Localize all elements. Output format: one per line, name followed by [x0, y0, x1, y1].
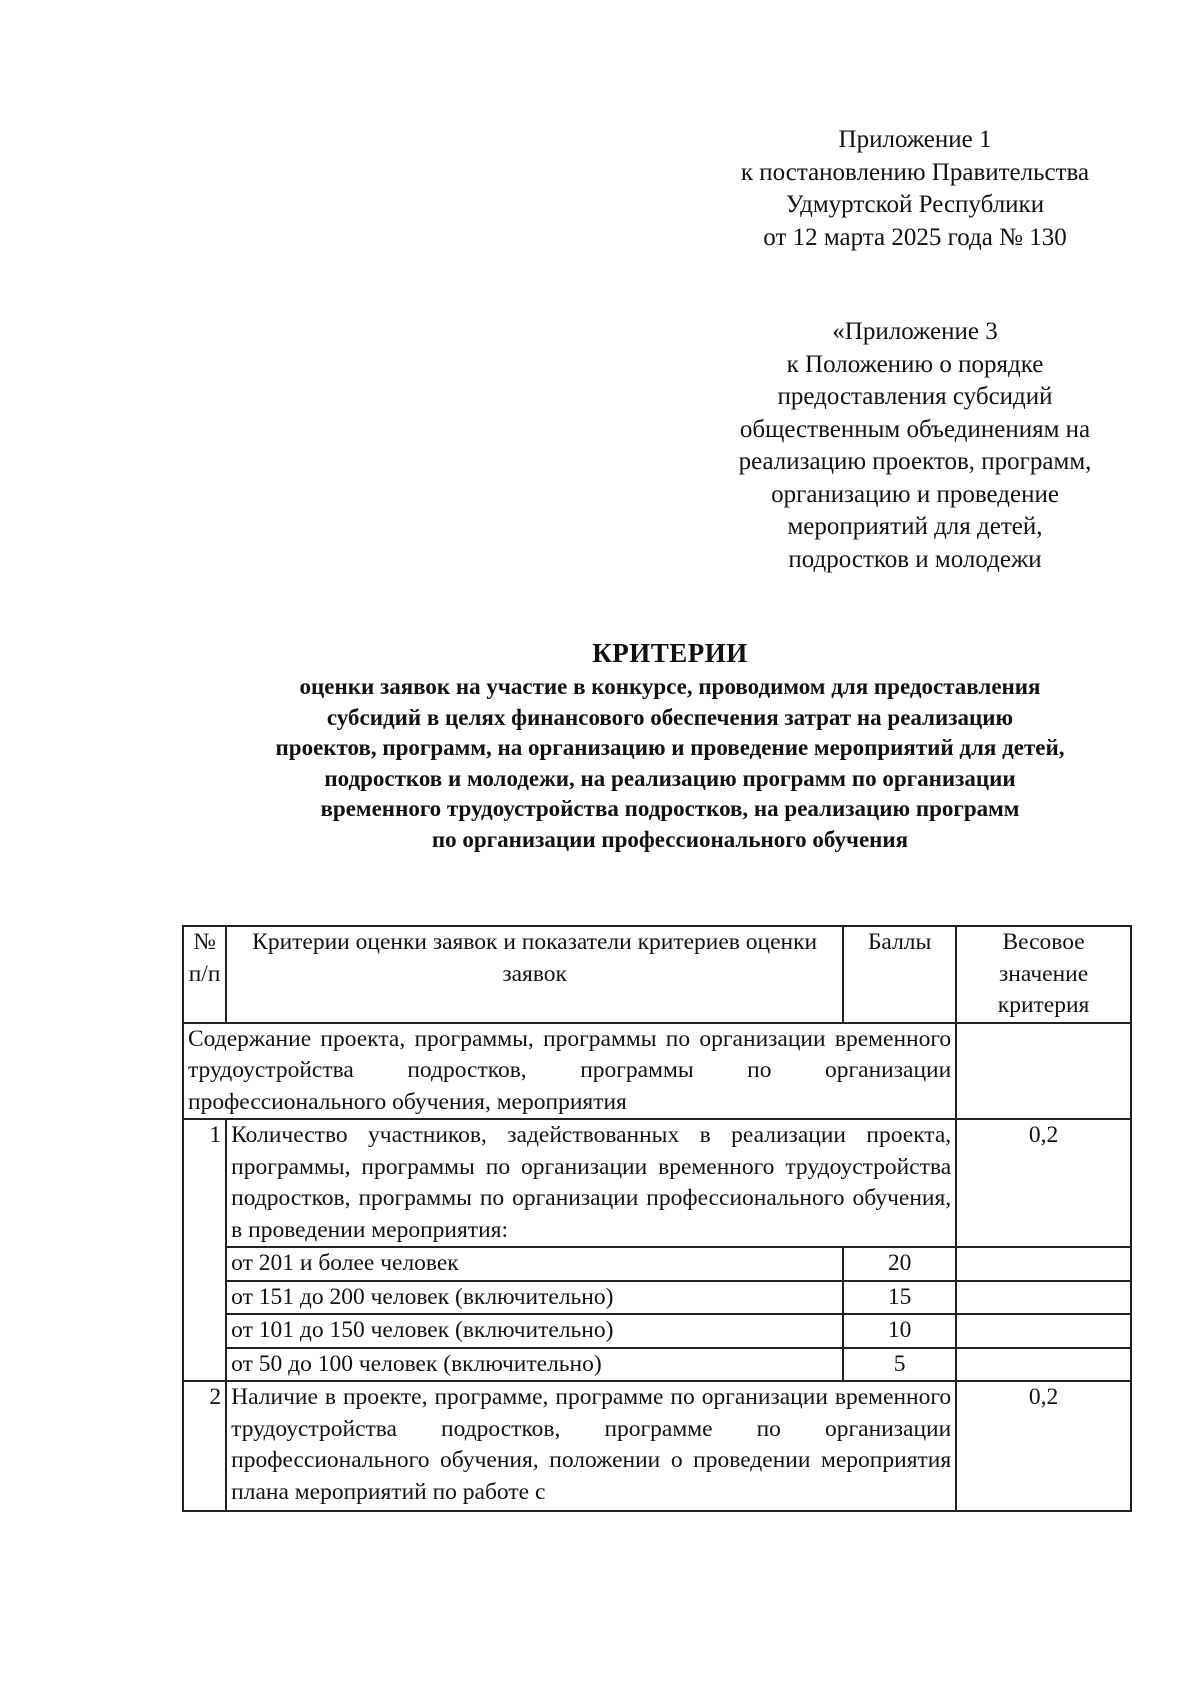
criterion-1-text: Количество участников, задействованных в реализации проекта, программы, программы по организации временного трудоустройства подростков, программы по организации профессионального обучения, в проведении мероприятия: — [226, 1119, 956, 1247]
appendix-3-line: общественным объединениям на — [739, 415, 1091, 443]
table-row — [183, 1247, 1131, 1281]
table-row — [183, 1119, 1131, 1247]
subtitle-line: проектов, программ, на организацию и проведение мероприятий для детей, — [275, 735, 1065, 761]
option-score: 15 — [843, 1281, 956, 1315]
option-score: 10 — [843, 1314, 956, 1348]
option-label: от 151 до 200 человек (включительно) — [226, 1281, 843, 1315]
appendix-1-line: от 12 марта 2025 года № 130 — [763, 223, 1067, 251]
option-label: от 201 и более человек — [226, 1247, 843, 1281]
appendix-3-line: к Положению о порядке — [786, 350, 1044, 378]
appendix-1-line: к постановлению Правительства — [740, 158, 1090, 186]
subtitle-line: по организации профессионального обучения — [431, 826, 909, 852]
subtitle-line: временного трудоустройства подростков, на реализацию программ — [320, 796, 1020, 822]
header-score: Баллы — [843, 926, 956, 1023]
section-weight-empty — [956, 1023, 1131, 1120]
table-row — [183, 1314, 1131, 1348]
criterion-2-cell — [226, 1381, 956, 1511]
appendix-1-line: Удмуртской Республики — [785, 191, 1045, 218]
option-label: от 50 до 100 человек (включительно) — [226, 1348, 843, 1382]
table-row — [183, 1381, 1131, 1511]
option-score: 20 — [843, 1247, 956, 1281]
subtitle-line: подростков и молодежи, на реализацию программ по организации — [324, 765, 1016, 791]
option-weight-empty — [956, 1348, 1131, 1382]
criterion-2-weight: 0,2 — [956, 1381, 1131, 1511]
option-weight-empty — [956, 1314, 1131, 1348]
criterion-1-weight: 0,2 — [956, 1119, 1131, 1247]
header-criteria: Критерии оценки заявок и показатели критериев оценки заявок — [226, 926, 843, 1023]
criterion-2-text: Наличие в проекте, программе, программе по организации временного трудоустройства подростков, программе по организации профессионального обучения, положении о проведении мероприятия плана мероприятий по работе с — [231, 1384, 952, 1505]
table-header-row — [183, 926, 1131, 1023]
table-row — [183, 1348, 1131, 1382]
subtitle-line: субсидий в целях финансового обеспечения затрат на реализацию — [326, 704, 1014, 730]
appendix-3-line: предоставления субсидий — [777, 383, 1053, 410]
criterion-2-num: 2 — [183, 1381, 226, 1511]
table-row — [183, 1281, 1131, 1315]
option-weight-empty — [956, 1281, 1131, 1315]
document-subtitle — [170, 672, 1170, 856]
section-title: Содержание проекта, программы, программы по организации временного трудоустройства подростков, программы по организации профессионального обучения, мероприятия — [183, 1023, 956, 1120]
appendix-1-header — [700, 124, 1130, 254]
section-row — [183, 1023, 1131, 1120]
option-label: от 101 до 150 человек (включительно) — [226, 1314, 843, 1348]
criterion-1-num: 1 — [183, 1119, 226, 1381]
header-num: № п/п — [183, 926, 226, 1023]
appendix-3-line: подростков и молодежи — [788, 545, 1042, 573]
appendix-1-line: Приложение 1 — [838, 126, 992, 153]
appendix-3-line: реализацию проектов, программ, — [738, 448, 1092, 475]
appendix-3-line: мероприятий для детей, — [787, 513, 1043, 540]
subtitle-line: оценки заявок на участие в конкурсе, проводимом для предоставления — [299, 674, 1041, 699]
document-title: КРИТЕРИИ — [592, 638, 748, 668]
appendix-3-line: «Приложение 3 — [832, 318, 998, 345]
option-score: 5 — [843, 1348, 956, 1382]
header-weight: Весовое значение критерия — [956, 926, 1131, 1023]
appendix-3-header — [700, 316, 1130, 576]
appendix-3-line: организацию и проведение — [771, 480, 1059, 508]
criteria-table — [182, 925, 1132, 1512]
option-weight-empty — [956, 1247, 1131, 1281]
